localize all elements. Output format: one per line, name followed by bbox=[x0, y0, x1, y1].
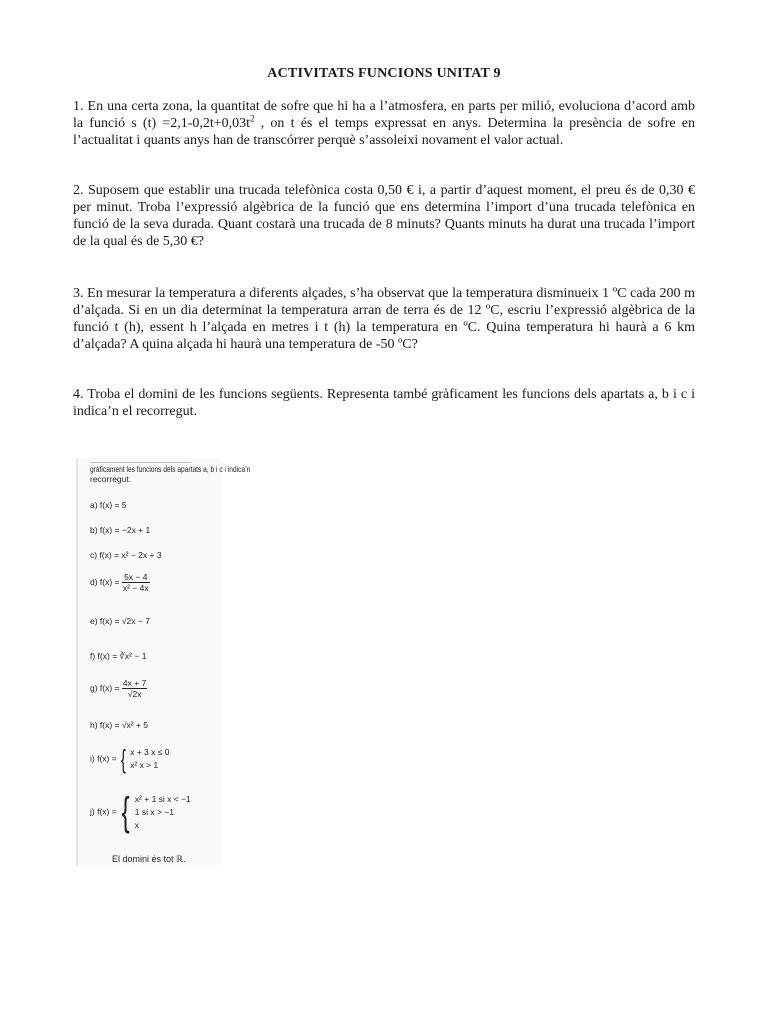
function-f: f) f(x) = ∛x² − 1 bbox=[90, 651, 147, 661]
function-j-label: j) f(x) = bbox=[90, 806, 117, 817]
question-1-text-end: , on t és el temps expressat en anys. Determina la presència de sofre en l’actualitat i quants anys han de transcórrer perquè s’assoleixi novament el valor actual. bbox=[73, 116, 695, 148]
question-2: 2. Suposem que establir una trucada telefònica costa 0,50 € i, a partir d’aquest moment, el preu és de 0,30 € per minut. Troba l’expressió algèbrica de la funció que ens determina l’import d’una trucada telefònica en funció de la seva durada. Quant costarà una trucada de 8 minuts? Quants minuts ha durat una trucada l’import de la qual és de 5,30 €? bbox=[73, 183, 695, 249]
function-i bbox=[90, 746, 170, 772]
function-g-fraction bbox=[122, 678, 147, 699]
function-g-label: g) f(x) = bbox=[90, 682, 120, 693]
question-3: 3. En mesurar la temperatura a diferents alçades, s’ha observat que la temperatura disminueix 1 ºC cada 200 m d’alçada. Si en un dia determinat la temperatura arran de terra és de 12 ºC, escriu l’expressió algèbrica de la funció t (h), essent h l’alçada en metres i t (h) la temperatura en ºC. Quina temperatura hi haurà a 6 km d’alçada? A quina alçada hi haurà una temperatura de -50 ºC? bbox=[73, 286, 695, 352]
scan-edge bbox=[76, 458, 78, 866]
function-b: b) f(x) = −2x + 1 bbox=[90, 525, 151, 535]
function-j-case-1: x² + 1 si x < −1 bbox=[134, 793, 191, 804]
question-1-exponent: 2 bbox=[250, 113, 255, 124]
function-e: e) f(x) = √2x − 7 bbox=[90, 616, 150, 626]
function-i-brace: { bbox=[120, 744, 127, 774]
scan-header-line-1: gràficament les funcions dels apartats a, b i c i indica’n bbox=[90, 464, 251, 474]
question-1-text: 1. En una certa zona, la quantitat de sofre que hi ha a l’atmosfera, en parts per milió, evoluciona d’acord amb la funció s (t) =2,1-0,2t+0,03t bbox=[73, 99, 695, 131]
scan-header-line-2: recorregut. bbox=[90, 474, 132, 484]
question-1 bbox=[73, 98, 695, 149]
function-j-case-2-denominator: x bbox=[134, 819, 140, 830]
function-a: a) f(x) = 5 bbox=[90, 500, 127, 510]
question-4: 4. Troba el domini de les funcions següents. Representa també gràficament les funcions dels apartats a, b i c i indica’n el recorregut. bbox=[73, 387, 695, 419]
scanned-exercise-image bbox=[76, 458, 251, 866]
function-j-cases bbox=[135, 793, 191, 832]
function-d-denominator: x² − 4x bbox=[122, 583, 149, 593]
function-d-fraction bbox=[122, 572, 150, 593]
function-j-brace: { bbox=[121, 790, 130, 834]
function-j-case-2: 1 si x > −1 bbox=[134, 806, 175, 817]
function-i-cases bbox=[130, 746, 169, 772]
document-title: ACTIVITATS FUNCIONS UNITAT 9 bbox=[267, 66, 501, 81]
function-g-numerator: 4x + 7 bbox=[122, 678, 147, 688]
function-g bbox=[90, 678, 147, 699]
document-page bbox=[73, 66, 695, 420]
function-h: h) f(x) = √x² + 5 bbox=[90, 720, 149, 730]
function-d bbox=[90, 572, 150, 593]
function-d-numerator: 5x − 4 bbox=[122, 572, 150, 583]
function-i-case-1: x + 3 x ≤ 0 bbox=[130, 747, 170, 757]
function-j bbox=[90, 792, 191, 832]
function-g-denominator: √2x bbox=[127, 689, 142, 699]
function-d-label: d) f(x) = bbox=[90, 576, 120, 587]
function-i-case-2: x² x > 1 bbox=[130, 760, 159, 770]
function-c: c) f(x) = x² − 2x + 3 bbox=[90, 550, 162, 560]
scan-footer: El domini és tot ℝ. bbox=[112, 854, 186, 864]
function-i-label: i) f(x) = bbox=[90, 753, 117, 764]
